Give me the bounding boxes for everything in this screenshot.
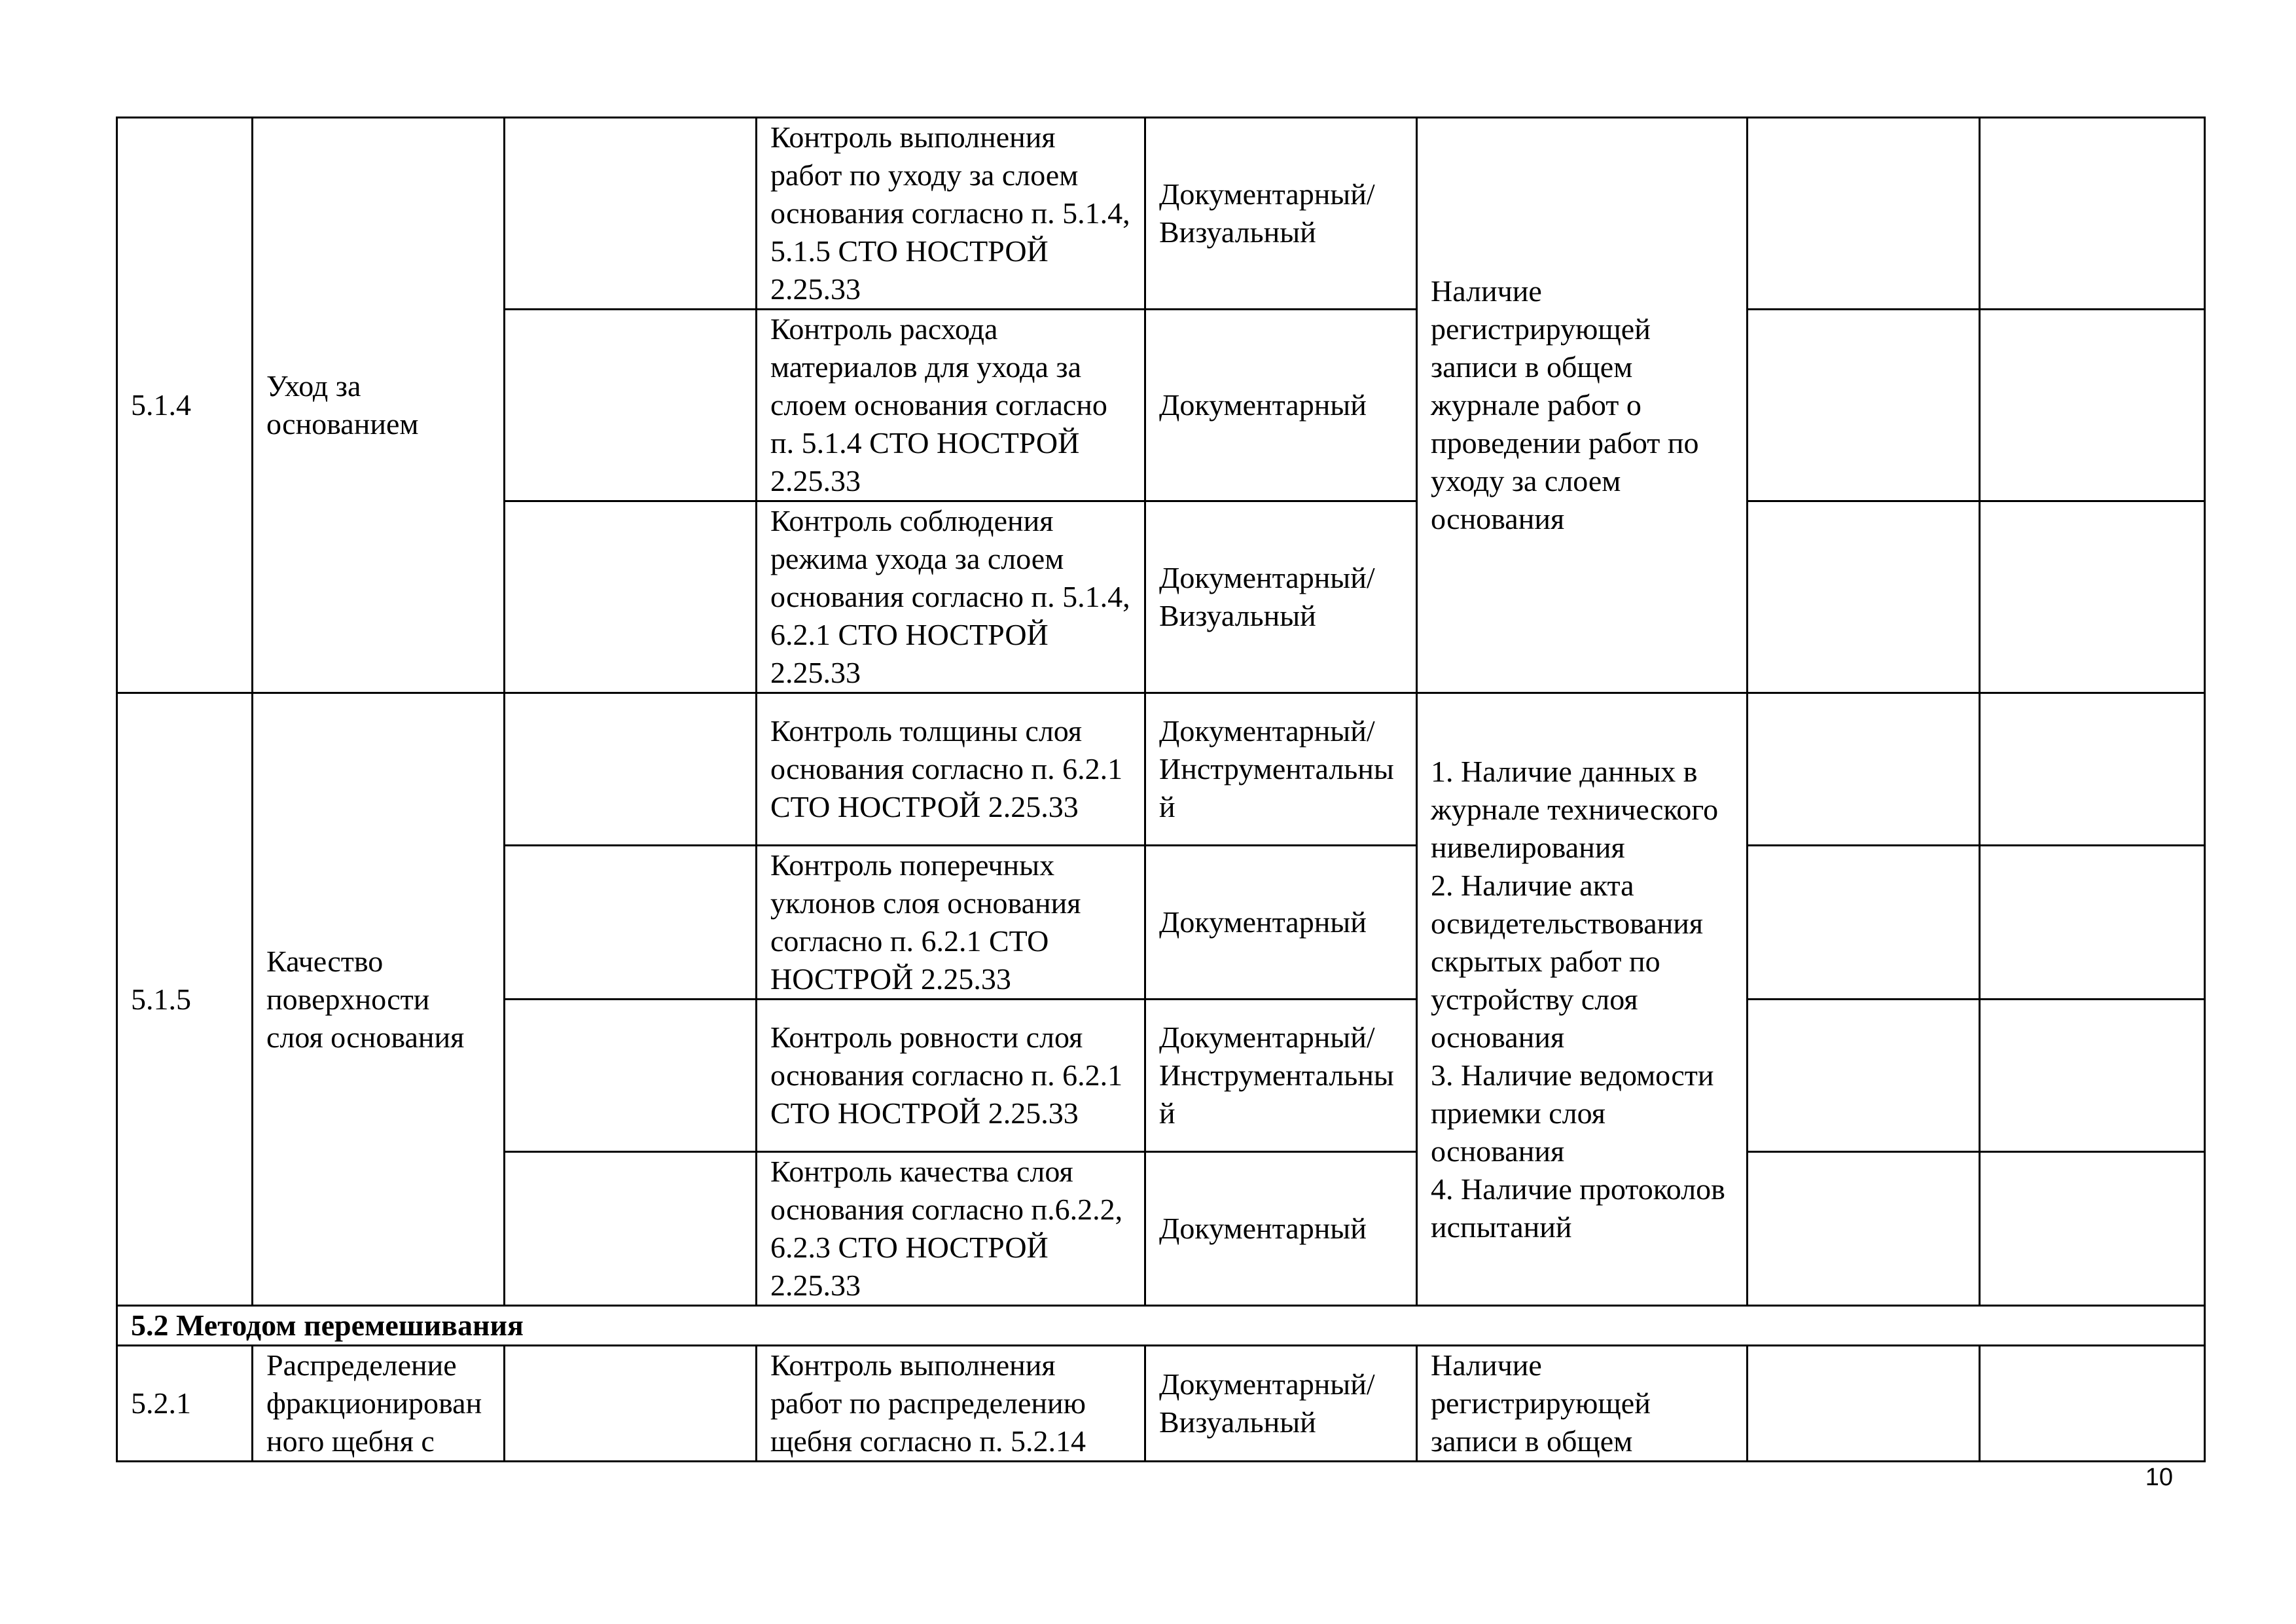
- empty-cell: [1980, 118, 2205, 310]
- control-method: Документарный/ Визуальный: [1145, 501, 1417, 693]
- control-item: Контроль расхода материалов для ухода за слоем основания согласно п. 5.1.4 СТО НОСТРОЙ 2.25.33: [757, 310, 1145, 501]
- section-heading: 5.2 Методом перемешивания: [117, 1306, 2205, 1346]
- empty-cell: [505, 501, 757, 693]
- empty-cell: [1980, 1000, 2205, 1152]
- control-item: Контроль качества слоя основания согласно п.6.2.2, 6.2.3 СТО НОСТРОЙ 2.25.33: [757, 1152, 1145, 1306]
- item-number: 5.1.4: [117, 118, 253, 693]
- evidence-cell: [1417, 693, 1748, 1306]
- empty-cell: [505, 1346, 757, 1462]
- control-method: Документарный/ Визуальный: [1145, 118, 1417, 310]
- work-stage: Распределение фракционированного щебня с: [253, 1346, 505, 1462]
- evidence-line: 3. Наличие ведомости приемки слоя основания: [1431, 1058, 1714, 1168]
- empty-cell: [505, 1152, 757, 1306]
- item-number: 5.2.1: [117, 1346, 253, 1462]
- item-number: 5.1.5: [117, 693, 253, 1306]
- empty-cell: [505, 846, 757, 1000]
- evidence-line: 4. Наличие протоколов испытаний: [1431, 1172, 1725, 1244]
- evidence-line: 1. Наличие данных в журнале технического нивелирования: [1431, 754, 1719, 864]
- empty-cell: [1748, 118, 1980, 310]
- table-row: [117, 1306, 2205, 1346]
- control-method: Документарный: [1145, 1152, 1417, 1306]
- control-method: Документарный: [1145, 846, 1417, 1000]
- page-number: 10: [2145, 1464, 2173, 1491]
- empty-cell: [1980, 310, 2205, 501]
- work-stage: Уход за основанием: [253, 118, 505, 693]
- empty-cell: [1748, 846, 1980, 1000]
- empty-cell: [1748, 693, 1980, 846]
- empty-cell: [1748, 310, 1980, 501]
- empty-cell: [1980, 693, 2205, 846]
- control-method: Документарный/ Инструментальный: [1145, 693, 1417, 846]
- empty-cell: [505, 693, 757, 846]
- empty-cell: [1748, 1346, 1980, 1462]
- empty-cell: [1748, 501, 1980, 693]
- empty-cell: [1980, 1152, 2205, 1306]
- control-item: Контроль поперечных уклонов слоя основания согласно п. 6.2.1 СТО НОСТРОЙ 2.25.33: [757, 846, 1145, 1000]
- empty-cell: [1748, 1000, 1980, 1152]
- empty-cell: [1980, 1346, 2205, 1462]
- table-row: [117, 693, 2205, 846]
- control-item: Контроль ровности слоя основания согласно п. 6.2.1 СТО НОСТРОЙ 2.25.33: [757, 1000, 1145, 1152]
- control-item: Контроль выполнения работ по распределению щебня согласно п. 5.2.14: [757, 1346, 1145, 1462]
- work-stage: Качество поверхности слоя основания: [253, 693, 505, 1306]
- table-row: [117, 118, 2205, 310]
- table-row: [117, 1346, 2205, 1462]
- control-method: Документарный: [1145, 310, 1417, 501]
- empty-cell: [1980, 846, 2205, 1000]
- control-item: Контроль соблюдения режима ухода за слоем основания согласно п. 5.1.4, 6.2.1 СТО НОСТРОЙ 2.25.33: [757, 501, 1145, 693]
- evidence-line: 2. Наличие акта освидетельствования скрытых работ по устройству слоя основания: [1431, 868, 1704, 1054]
- control-method: Документарный/ Визуальный: [1145, 1346, 1417, 1462]
- inspection-table: [116, 117, 2206, 1462]
- evidence-cell: Наличие регистрирующей записи в общем: [1417, 1346, 1748, 1462]
- control-item: Контроль толщины слоя основания согласно п. 6.2.1 СТО НОСТРОЙ 2.25.33: [757, 693, 1145, 846]
- empty-cell: [505, 1000, 757, 1152]
- control-method: Документарный/ Инструментальный: [1145, 1000, 1417, 1152]
- empty-cell: [505, 118, 757, 310]
- empty-cell: [505, 310, 757, 501]
- empty-cell: [1980, 501, 2205, 693]
- control-item: Контроль выполнения работ по уходу за слоем основания согласно п. 5.1.4, 5.1.5 СТО НОСТРОЙ 2.25.33: [757, 118, 1145, 310]
- empty-cell: [1748, 1152, 1980, 1306]
- evidence-cell: Наличие регистрирующей записи в общем журнале работ о проведении работ по уходу за слоем основания: [1417, 118, 1748, 693]
